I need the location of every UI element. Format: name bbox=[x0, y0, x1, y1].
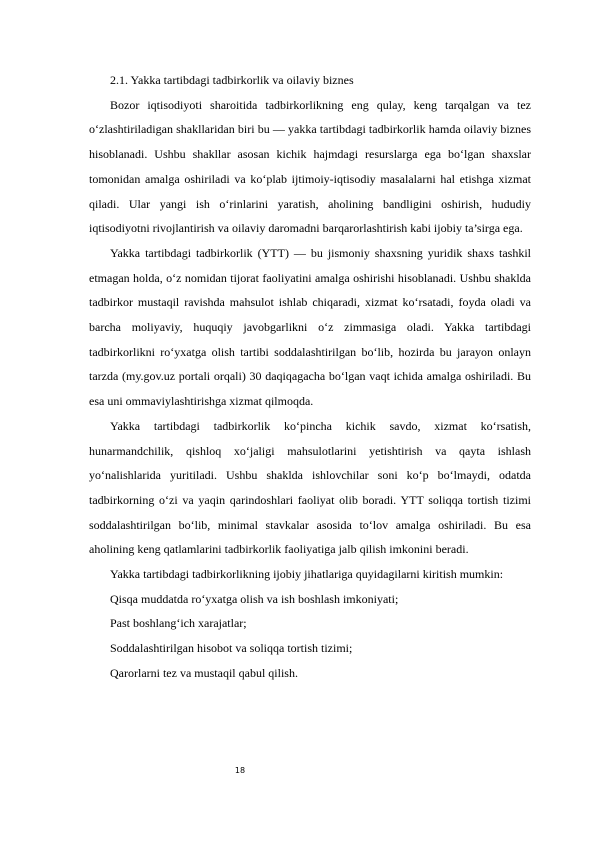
paragraph-ytt-activities: Yakka tartibdagi tadbirkorlik ko‘pincha kichik savdo, xizmat ko‘rsatish, hunarmandchilik, qishloq xo‘jaligi mahsulotlarini yetishtirish va qayta ishlash yo‘nalishlarida yuritiladi. Ushbu shaklda ishlovchilar soni ko‘p bo‘lmaydi, odatda tadbirkorning o‘zi va yaqin qarindoshlari faoliyat olib boradi. YTT soliqqa tortish tizimi soddalashtirilgan bo‘lib, minimal stavkalar asosida to‘lov amalga oshiriladi. Bu esa aholining keng qatlamlarini tadbirkorlik faoliyatiga jalb qilish imkonini beradi. bbox=[89, 418, 531, 557]
list-item: Soddalashtirilgan hisobot va soliqqa tortish tizimi; bbox=[110, 641, 353, 656]
list-item: Qisqa muddatda ro‘yxatga olish va ish boshlash imkoniyati; bbox=[110, 591, 399, 606]
page-body bbox=[89, 68, 531, 686]
paragraph-intro: Bozor iqtisodiyoti sharoitida tadbirkorlikning eng qulay, keng tarqalgan va tez o‘zlashtiriladigan shakllaridan biri bu — yakka tartibdagi tadbirkorlik hamda oilaviy biznes hisoblanadi. Ushbu shakllar asosan kichik hajmdagi resurslarga ega bo‘lgan shaxslar tomonidan amalga oshiriladi va ko‘plab ijtimoiy-iqtisodiy masalalarni hal etishga xizmat qiladi. Ular yangi ish o‘rinlarini yaratish, aholining bandligini oshirish, hududiy iqtisodiyotni rivojlantirish va oilaviy daromadni barqarorlashtirish kabi ijobiy ta’sirga ega. bbox=[89, 97, 531, 236]
list-item: Qarorlarni tez va mustaqil qabul qilish. bbox=[110, 665, 298, 680]
list-item: Past boshlang‘ich xarajatlar; bbox=[110, 616, 247, 631]
paragraph-ytt-definition: Yakka tartibdagi tadbirkorlik (YTT) — bu jismoniy shaxsning yuridik shaxs tashkil etmagan holda, o‘z nomidan tijorat faoliyatini amalga oshirishi hisoblanadi. Ushbu shaklda tadbirkor mustaqil ravishda mahsulot ishlab chiqaradi, xizmat ko‘rsatadi, foyda oladi va barcha moliyaviy, huquqiy javobgarlikni o‘z zimmasiga oladi. Yakka tartibdagi tadbirkorlikni ro‘yxatga olish tartibi soddalashtirilgan bo‘lib, hozirda bu jarayon onlayn tarzda (my.gov.uz portali orqali) 30 daqiqagacha bo‘lgan vaqt ichida amalga oshiriladi. Bu esa uni ommaviylashtirishga xizmat qilmoqda. bbox=[89, 245, 531, 409]
paragraph-advantages-intro: Yakka tartibdagi tadbirkorlikning ijobiy jihatlariga quyidagilarni kiritish mumkin: bbox=[110, 567, 504, 582]
page-number: 18 bbox=[234, 766, 246, 775]
section-heading: 2.1. Yakka tartibdagi tadbirkorlik va oilaviy biznes bbox=[110, 73, 354, 87]
